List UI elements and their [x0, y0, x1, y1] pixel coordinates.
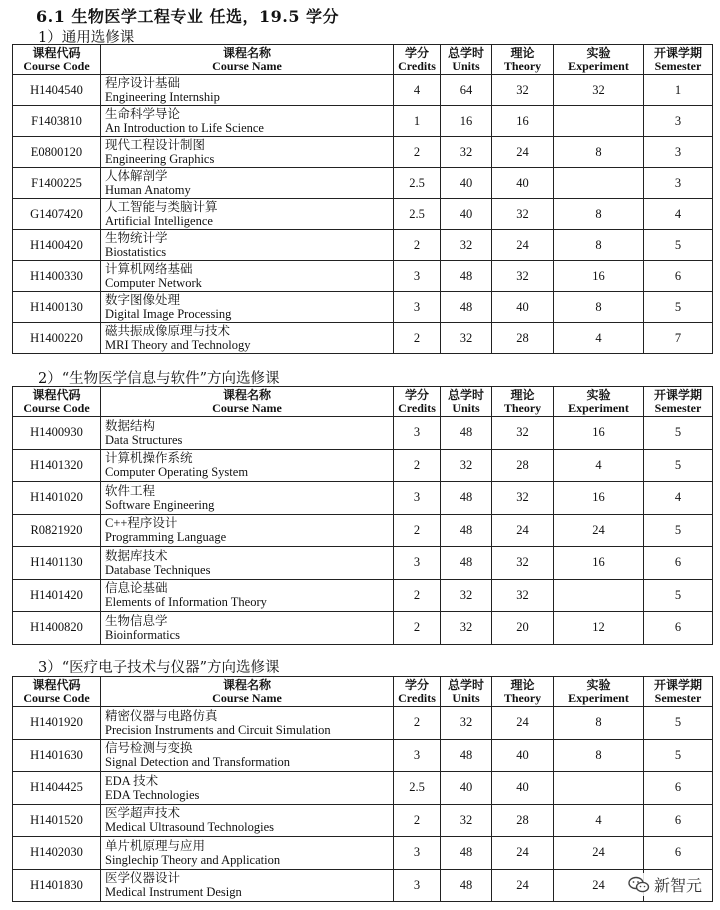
course-name	[101, 449, 394, 482]
units: 48	[441, 292, 492, 323]
theory-hours: 24	[492, 230, 554, 261]
table-row	[13, 739, 713, 772]
course-name-cn: 数字图像处理	[105, 293, 181, 307]
course-name-en: An Introduction to Life Science	[105, 121, 264, 135]
course-name-cn: 磁共振成像原理与技术	[105, 324, 231, 338]
credits: 2	[394, 707, 441, 740]
experiment-hours: 8	[554, 137, 644, 168]
header-semester: 开课学期 Semester	[644, 45, 713, 75]
header-theory: 理论 Theory	[492, 387, 554, 417]
course-name	[101, 106, 394, 137]
course-name-en: Biostatistics	[105, 245, 167, 259]
theory-hours: 40	[492, 168, 554, 199]
theory-hours: 28	[492, 449, 554, 482]
credits: 3	[394, 417, 441, 450]
units: 48	[441, 417, 492, 450]
course-name	[101, 292, 394, 323]
units: 32	[441, 137, 492, 168]
semester: 5	[644, 449, 713, 482]
course-name	[101, 482, 394, 515]
table-row	[13, 804, 713, 837]
course-name-en: Artificial Intelligence	[105, 214, 213, 228]
table-row	[13, 547, 713, 580]
course-code: H1400220	[13, 323, 101, 354]
course-name	[101, 199, 394, 230]
header-code: 课程代码 Course Code	[13, 45, 101, 75]
course-name	[101, 168, 394, 199]
course-name-en: Computer Operating System	[105, 465, 249, 480]
course-name-cn: 医学仪器设计	[105, 871, 181, 886]
semester: 6	[644, 837, 713, 870]
theory-hours: 16	[492, 106, 554, 137]
course-code: H1400420	[13, 230, 101, 261]
course-name-cn: 软件工程	[105, 483, 156, 498]
semester: 6	[644, 612, 713, 645]
course-name-cn: 人体解剖学	[105, 169, 168, 183]
experiment-hours: 24	[554, 869, 644, 902]
semester: 4	[644, 482, 713, 515]
table-row	[13, 323, 713, 354]
credits: 2.5	[394, 772, 441, 805]
experiment-hours: 4	[554, 449, 644, 482]
course-code: H1401020	[13, 482, 101, 515]
header-name: 课程名称 Course Name	[101, 45, 394, 75]
table-row	[13, 482, 713, 515]
theory-hours: 24	[492, 869, 554, 902]
theory-hours: 28	[492, 323, 554, 354]
header-credits: 学分 Credits	[394, 45, 441, 75]
table-row	[13, 137, 713, 168]
table-row	[13, 168, 713, 199]
course-name	[101, 514, 394, 547]
units: 48	[441, 482, 492, 515]
semester: 5	[644, 417, 713, 450]
units: 32	[441, 612, 492, 645]
semester: 6	[644, 772, 713, 805]
course-name-cn: 数据库技术	[105, 548, 168, 563]
course-code: H1400330	[13, 261, 101, 292]
units: 32	[441, 323, 492, 354]
course-code: E0800120	[13, 137, 101, 168]
experiment-hours	[554, 168, 644, 199]
header-semester: 开课学期 Semester	[644, 677, 713, 707]
theory-hours: 40	[492, 772, 554, 805]
table-row	[13, 772, 713, 805]
units: 40	[441, 772, 492, 805]
course-code: H1401520	[13, 804, 101, 837]
course-name-en: Singlechip Theory and Application	[105, 852, 281, 867]
header-units: 总学时 Units	[441, 45, 492, 75]
credits: 2	[394, 230, 441, 261]
experiment-hours: 24	[554, 514, 644, 547]
course-code: H1402030	[13, 837, 101, 870]
course-name-cn: 生命科学导论	[105, 107, 181, 121]
header-name: 课程名称 Course Name	[101, 387, 394, 417]
course-name	[101, 261, 394, 292]
units: 16	[441, 106, 492, 137]
experiment-hours: 16	[554, 261, 644, 292]
course-code: G1407420	[13, 199, 101, 230]
header-theory: 理论 Theory	[492, 677, 554, 707]
header-experiment: 实验 Experiment	[554, 45, 644, 75]
credits: 2	[394, 137, 441, 168]
watermark	[626, 873, 704, 896]
course-name-en: Engineering Internship	[105, 90, 220, 104]
experiment-hours	[554, 772, 644, 805]
credits: 3	[394, 837, 441, 870]
units: 48	[441, 837, 492, 870]
theory-hours: 24	[492, 514, 554, 547]
semester: 3	[644, 106, 713, 137]
experiment-hours: 16	[554, 417, 644, 450]
units: 48	[441, 869, 492, 902]
credits: 3	[394, 547, 441, 580]
theory-hours: 20	[492, 612, 554, 645]
course-name-en: Digital Image Processing	[105, 307, 232, 321]
course-name	[101, 75, 394, 106]
wechat-logo-icon	[628, 876, 650, 894]
course-name-cn: 程序设计基础	[105, 76, 181, 90]
course-table-general	[12, 44, 713, 354]
semester: 5	[644, 579, 713, 612]
units: 32	[441, 804, 492, 837]
theory-hours: 32	[492, 547, 554, 580]
course-code: H1404425	[13, 772, 101, 805]
experiment-hours: 8	[554, 230, 644, 261]
semester: 5	[644, 230, 713, 261]
course-name-cn: 计算机操作系统	[105, 451, 193, 466]
header-code: 课程代码 Course Code	[13, 677, 101, 707]
course-name-en: Database Techniques	[105, 562, 211, 577]
course-name-cn: C++程序设计	[105, 516, 178, 531]
header-experiment: 实验 Experiment	[554, 387, 644, 417]
theory-hours: 40	[492, 292, 554, 323]
header-semester: 开课学期 Semester	[644, 387, 713, 417]
credits: 2	[394, 612, 441, 645]
credits: 2	[394, 514, 441, 547]
table-row	[13, 292, 713, 323]
table-header-row	[13, 45, 713, 75]
semester: 7	[644, 323, 713, 354]
table-row	[13, 579, 713, 612]
course-code: H1400820	[13, 612, 101, 645]
course-name-cn: EDA 技术	[105, 773, 159, 788]
theory-hours: 40	[492, 739, 554, 772]
experiment-hours: 4	[554, 804, 644, 837]
header-theory: 理论 Theory	[492, 45, 554, 75]
semester: 5	[644, 707, 713, 740]
units: 48	[441, 514, 492, 547]
credits: 3	[394, 739, 441, 772]
theory-hours: 24	[492, 707, 554, 740]
course-code: R0821920	[13, 514, 101, 547]
header-experiment: 实验 Experiment	[554, 677, 644, 707]
table-row	[13, 837, 713, 870]
credits: 2	[394, 804, 441, 837]
semester: 3	[644, 137, 713, 168]
experiment-hours: 16	[554, 547, 644, 580]
course-name-en: Programming Language	[105, 530, 227, 545]
semester: 6	[644, 261, 713, 292]
theory-hours: 28	[492, 804, 554, 837]
experiment-hours	[554, 106, 644, 137]
course-name	[101, 837, 394, 870]
course-name-cn: 数据结构	[105, 418, 156, 433]
course-name	[101, 739, 394, 772]
course-name-cn: 医学超声技术	[105, 806, 181, 821]
section-title-electronics: 3）“医疗电子技术与仪器”方向选修课	[38, 660, 280, 676]
section-title-software: 2）“生物医学信息与软件”方向选修课	[38, 371, 280, 387]
course-name-en: Elements of Information Theory	[105, 595, 267, 610]
course-name-en: Software Engineering	[105, 497, 215, 512]
semester: 6	[644, 804, 713, 837]
table-row	[13, 261, 713, 292]
course-name-cn: 计算机网络基础	[105, 262, 193, 276]
credits: 3	[394, 292, 441, 323]
course-name	[101, 417, 394, 450]
units: 48	[441, 739, 492, 772]
table-row	[13, 869, 713, 902]
course-name	[101, 323, 394, 354]
experiment-hours: 8	[554, 292, 644, 323]
course-name	[101, 137, 394, 168]
theory-hours: 32	[492, 75, 554, 106]
header-credits: 学分 Credits	[394, 387, 441, 417]
section-title-general: 1）通用选修课	[38, 30, 135, 46]
theory-hours: 32	[492, 579, 554, 612]
course-name	[101, 707, 394, 740]
course-code: H1401630	[13, 739, 101, 772]
credits: 4	[394, 75, 441, 106]
table-row	[13, 707, 713, 740]
course-name-en: Data Structures	[105, 432, 183, 447]
units: 32	[441, 579, 492, 612]
semester: 5	[644, 514, 713, 547]
semester: 5	[644, 292, 713, 323]
course-table-software	[12, 386, 713, 645]
experiment-hours: 24	[554, 837, 644, 870]
experiment-hours	[554, 579, 644, 612]
theory-hours: 32	[492, 199, 554, 230]
table-row	[13, 199, 713, 230]
units: 64	[441, 75, 492, 106]
course-name	[101, 804, 394, 837]
table-row	[13, 230, 713, 261]
course-name-en: Bioinformatics	[105, 627, 180, 642]
semester: 3	[644, 168, 713, 199]
credits: 3	[394, 261, 441, 292]
course-code: H1404540	[13, 75, 101, 106]
course-name	[101, 579, 394, 612]
units: 32	[441, 230, 492, 261]
theory-hours: 32	[492, 261, 554, 292]
experiment-hours: 32	[554, 75, 644, 106]
table-row	[13, 612, 713, 645]
units: 32	[441, 707, 492, 740]
credits: 2.5	[394, 199, 441, 230]
experiment-hours: 12	[554, 612, 644, 645]
course-name-en: Engineering Graphics	[105, 152, 215, 166]
experiment-hours: 8	[554, 707, 644, 740]
course-name	[101, 772, 394, 805]
units: 48	[441, 261, 492, 292]
header-units: 总学时 Units	[441, 677, 492, 707]
theory-hours: 32	[492, 482, 554, 515]
credits: 1	[394, 106, 441, 137]
course-name-cn: 精密仪器与电路仿真	[105, 708, 218, 723]
table-row	[13, 417, 713, 450]
course-code: H1401920	[13, 707, 101, 740]
course-name	[101, 230, 394, 261]
semester: 1	[644, 75, 713, 106]
page-title: 6.1 生物医学工程专业 任选，19.5 学分	[36, 7, 340, 26]
semester: 6	[644, 547, 713, 580]
table-row	[13, 106, 713, 137]
semester: 4	[644, 199, 713, 230]
course-code: F1403810	[13, 106, 101, 137]
watermark-text: 新智元	[653, 876, 702, 895]
course-name	[101, 612, 394, 645]
units: 32	[441, 449, 492, 482]
table-row	[13, 449, 713, 482]
header-name: 课程名称 Course Name	[101, 677, 394, 707]
table-header-row	[13, 677, 713, 707]
course-code: H1401420	[13, 579, 101, 612]
course-name-en: Medical Instrument Design	[105, 885, 242, 900]
credits: 2.5	[394, 168, 441, 199]
units: 48	[441, 547, 492, 580]
course-name-cn: 生物统计学	[105, 231, 168, 245]
course-name-en: Medical Ultrasound Technologies	[105, 820, 274, 835]
course-name-cn: 人工智能与类脑计算	[105, 200, 218, 214]
table-header-row	[13, 387, 713, 417]
course-name-en: Signal Detection and Transformation	[105, 755, 291, 770]
credits: 2	[394, 323, 441, 354]
course-name-cn: 现代工程设计制图	[105, 138, 206, 152]
experiment-hours: 8	[554, 739, 644, 772]
units: 40	[441, 168, 492, 199]
header-credits: 学分 Credits	[394, 677, 441, 707]
course-code: H1401130	[13, 547, 101, 580]
course-name	[101, 547, 394, 580]
theory-hours: 24	[492, 137, 554, 168]
course-name-cn: 单片机原理与应用	[105, 838, 206, 853]
experiment-hours: 16	[554, 482, 644, 515]
course-name-en: Precision Instruments and Circuit Simulation	[105, 722, 331, 737]
header-units: 总学时 Units	[441, 387, 492, 417]
experiment-hours: 4	[554, 323, 644, 354]
credits: 3	[394, 482, 441, 515]
course-code: H1400930	[13, 417, 101, 450]
course-name-en: EDA Technologies	[105, 787, 200, 802]
course-code: H1400130	[13, 292, 101, 323]
credits: 2	[394, 449, 441, 482]
table-row	[13, 75, 713, 106]
course-code: H1401830	[13, 869, 101, 902]
course-name-cn: 信号检测与变换	[105, 741, 193, 756]
credits: 2	[394, 579, 441, 612]
course-name-cn: 信息论基础	[105, 581, 168, 596]
course-name-en: Human Anatomy	[105, 183, 191, 197]
header-code: 课程代码 Course Code	[13, 387, 101, 417]
course-code: H1401320	[13, 449, 101, 482]
units: 40	[441, 199, 492, 230]
credits: 3	[394, 869, 441, 902]
course-name-en: MRI Theory and Technology	[105, 338, 251, 352]
course-table-electronics	[12, 676, 713, 902]
course-name	[101, 869, 394, 902]
table-row	[13, 514, 713, 547]
course-code: F1400225	[13, 168, 101, 199]
semester: 5	[644, 739, 713, 772]
course-name-cn: 生物信息学	[105, 613, 168, 628]
course-name-en: Computer Network	[105, 276, 202, 290]
theory-hours: 24	[492, 837, 554, 870]
experiment-hours: 8	[554, 199, 644, 230]
theory-hours: 32	[492, 417, 554, 450]
